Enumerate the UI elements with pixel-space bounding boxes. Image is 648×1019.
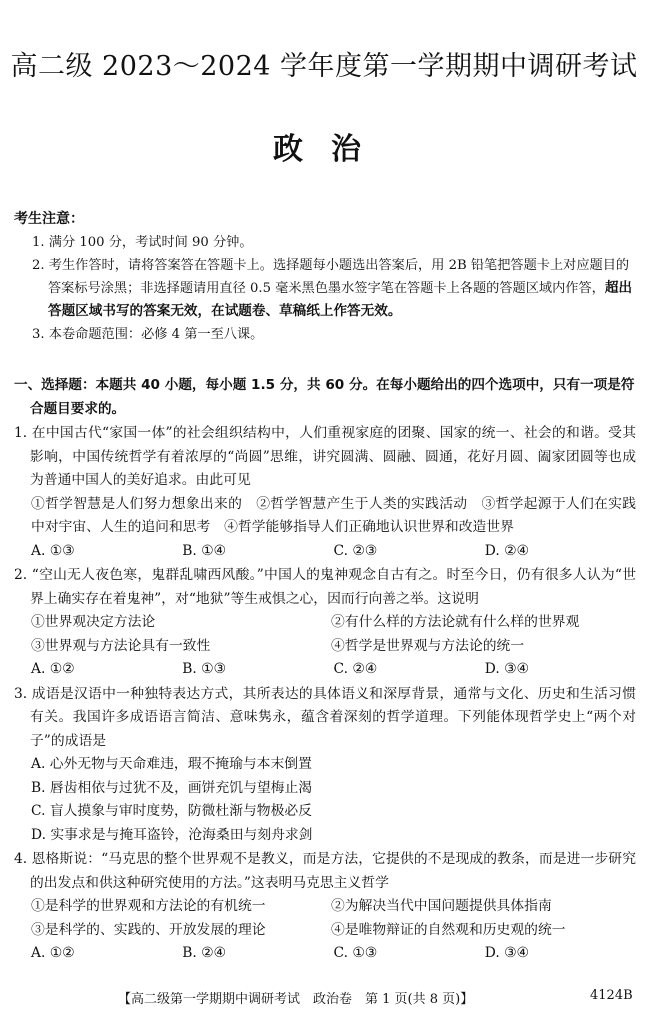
option-c: C. 盲人摸象与审时度势，防微杜渐与物极必反 [31,803,312,819]
statement-row [14,895,636,919]
question-stem: 4. 恩格斯说：“马克思的整个世界观不是教义，而是方法，它提供的不是现成的教条，而是进一步研究的出发点和供这种研究使用的方法。”这表明马克思主义哲学 [14,851,636,891]
exam-title: 高二级 2023～2024 学年度第一学期期中调研考试 [10,51,638,82]
option-c: C. ①③ [333,945,378,961]
notice-item: 1. 满分 100 分，考试时间 90 分钟。 [32,235,253,250]
option-c: C. ②③ [333,542,378,559]
option-a: A. ①② [31,661,75,677]
statement: ①是科学的世界观和方法论的有机统一 [31,898,266,914]
statement: ②有什么样的方法论就有什么样的世界观 [331,614,580,630]
option-b: B. ①④ [182,542,226,559]
statement: ①世界观决定方法论 [31,614,156,630]
question-statements: ①哲学智慧是人们努力想象出来的 ②哲学智慧产生于人类的实践活动 ③哲学起源于人们在实践中对宇宙、人生的追问和思考 ④哲学能够指导人们正确地认识世界和改造世界 [31,495,636,535]
footer-text: 【高二级第一学期期中调研考试 政治卷 第 1 页(共 8 页)】 [118,992,474,1007]
option-b: B. 唇齿相依与过犹不及，画饼充饥与望梅止渴 [31,779,313,796]
option-d: D. 实事求是与掩耳盗铃，沧海桑田与刻舟求剑 [31,826,313,843]
option-a: A. ①② [31,945,75,961]
notice-item: 3. 本卷命题范围：必修 4 第一至八课。 [32,327,264,342]
choice-section [14,374,636,966]
statement-row [14,611,636,635]
statement: ②为解决当代中国问题提供具体指南 [331,898,552,914]
notice-emphasis: 超出答题区域书写的答案无效，在试题卷、草稿纸上作答无效。 [48,280,633,319]
question-4 [14,848,636,966]
statement: ③是科学的、实践的、开放发展的理论 [31,921,266,938]
paper-code: 4124B [590,988,633,1003]
option-b: B. ①③ [182,661,226,677]
option-c: C. ②④ [333,661,378,677]
candidate-notice [14,208,634,346]
answer-options [14,658,636,682]
statement: ④哲学是世界观与方法论的统一 [331,637,525,654]
option-d: D. ②④ [484,542,529,559]
option-a: A. ①③ [31,542,75,559]
question-1 [14,422,636,563]
notice-item [14,254,634,323]
statement: ④是唯物辩证的自然观和历史观的统一 [331,921,566,938]
notice-heading: 考生注意： [14,211,84,227]
question-stem: 3. 成语是汉语中一种独特表达方式，其所表达的具体语义和深厚背景，通常与文化、历史和生活习惯有关。我国许多成语语言简洁、意味隽永，蕴含着深刻的哲学道理。下列能体现哲学史上“两个对子”的成语是 [14,685,636,749]
notice-item-text: 2. 考生作答时，请将答案答在答题卡上。选择题每小题选出答案后，用 2B 铅笔把答题卡上对应题目的答案标号涂黑；非选择题请用直径 0.5 毫米黑色墨水签字笔在答题卡上各题的答题区域内作答， [32,258,630,296]
question-3 [14,683,636,848]
answer-options [14,540,636,564]
subject-title: 政治 [273,132,389,167]
question-stem: 2. “空山无人夜色寒，鬼群乱啸西风酸。”中国人的鬼神观念自古有之。时至今日，仍有很多人认为“世界上确实存在着鬼神”，对“地狱”等生戒惧之心，因而行向善之举。这说明 [14,567,636,607]
question-2 [14,564,636,682]
option-a: A. 心外无物与天命难违，瑕不掩瑜与本末倒置 [31,756,312,772]
statement-row [14,919,636,943]
statement-row [14,635,636,659]
option-b: B. ②④ [182,945,226,961]
answer-options [14,942,636,966]
statement: ③世界观与方法论具有一致性 [31,637,211,654]
option-d: D. ③④ [484,661,529,677]
section-heading: 一、选择题：本题共 40 小题，每小题 1.5 分，共 60 分。在每小题给出的四个选项中，只有一项是符合题目要求的。 [14,377,635,417]
option-d: D. ③④ [484,945,529,961]
question-stem: 1. 在中国古代“家国一体”的社会组织结构中，人们重视家庭的团聚、国家的统一、社会的和谐。受其影响，中国传统哲学有着浓厚的“尚圆”思维，讲究圆满、圆融、圆通，花好月圆、阖家团圆等也成为普通中国人的美好追求。由此可见 [14,425,636,488]
